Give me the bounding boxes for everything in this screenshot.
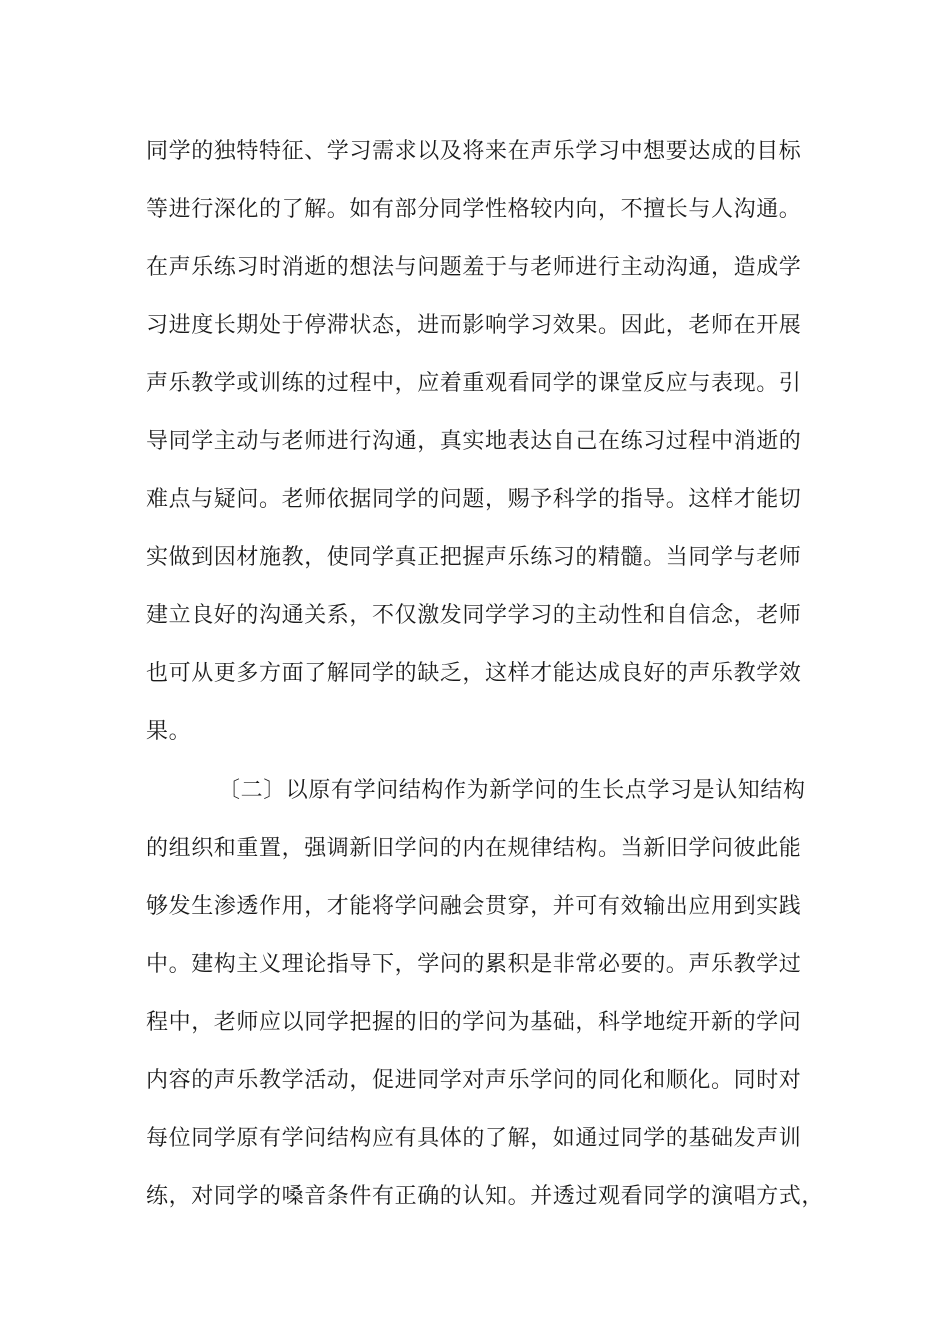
paragraph-line: 导同学主动与老师进行沟通，真实地表达自己在练习过程中消逝的 xyxy=(146,429,802,454)
paragraph-line: 够发生渗透作用，才能将学问融会贯穿，并可有效输出应用到实践 xyxy=(146,894,802,919)
paragraph-line: 内容的声乐教学活动，促进同学对声乐学问的同化和顺化。同时对 xyxy=(146,1068,802,1093)
paragraph-line: 练，对同学的嗓音条件有正确的认知。并透过观看同学的演唱方式， xyxy=(146,1184,825,1209)
paragraph-line: 等进行深化的了解。如有部分同学性格较内向，不擅长与人沟通。 xyxy=(146,197,802,222)
paragraph-line: 每位同学原有学问结构应有具体的了解，如通过同学的基础发声训 xyxy=(146,1126,802,1151)
paragraph-line: 同学的独特特征、学习需求以及将来在声乐学习中想要达成的目标 xyxy=(146,139,802,164)
section-heading-line: 〔二〕以原有学问结构作为新学问的生长点学习是认知结构 xyxy=(218,778,806,803)
paragraph-line: 难点与疑问。老师依据同学的问题，赐予科学的指导。这样才能切 xyxy=(146,487,802,512)
paragraph-line: 果。 xyxy=(146,719,192,744)
paragraph-line: 声乐教学或训练的过程中，应着重观看同学的课堂反应与表现。引 xyxy=(146,371,802,396)
paragraph-line: 程中，老师应以同学把握的旧的学问为基础，科学地绽开新的学问 xyxy=(146,1010,802,1035)
paragraph-line: 中。建构主义理论指导下，学问的累积是非常必要的。声乐教学过 xyxy=(146,952,802,977)
paragraph-line: 的组织和重置，强调新旧学问的内在规律结构。当新旧学问彼此能 xyxy=(146,836,802,861)
paragraph-line: 建立良好的沟通关系，不仅激发同学学习的主动性和自信念，老师 xyxy=(146,603,802,628)
paragraph-line: 习进度长期处于停滞状态，进而影响学习效果。因此，老师在开展 xyxy=(146,313,802,338)
paragraph-line: 在声乐练习时消逝的想法与问题羞于与老师进行主动沟通，造成学 xyxy=(146,255,802,280)
paragraph-line: 实做到因材施教，使同学真正把握声乐练习的精髓。当同学与老师 xyxy=(146,545,802,570)
paragraph-line: 也可从更多方面了解同学的缺乏，这样才能达成良好的声乐教学效 xyxy=(146,661,802,686)
